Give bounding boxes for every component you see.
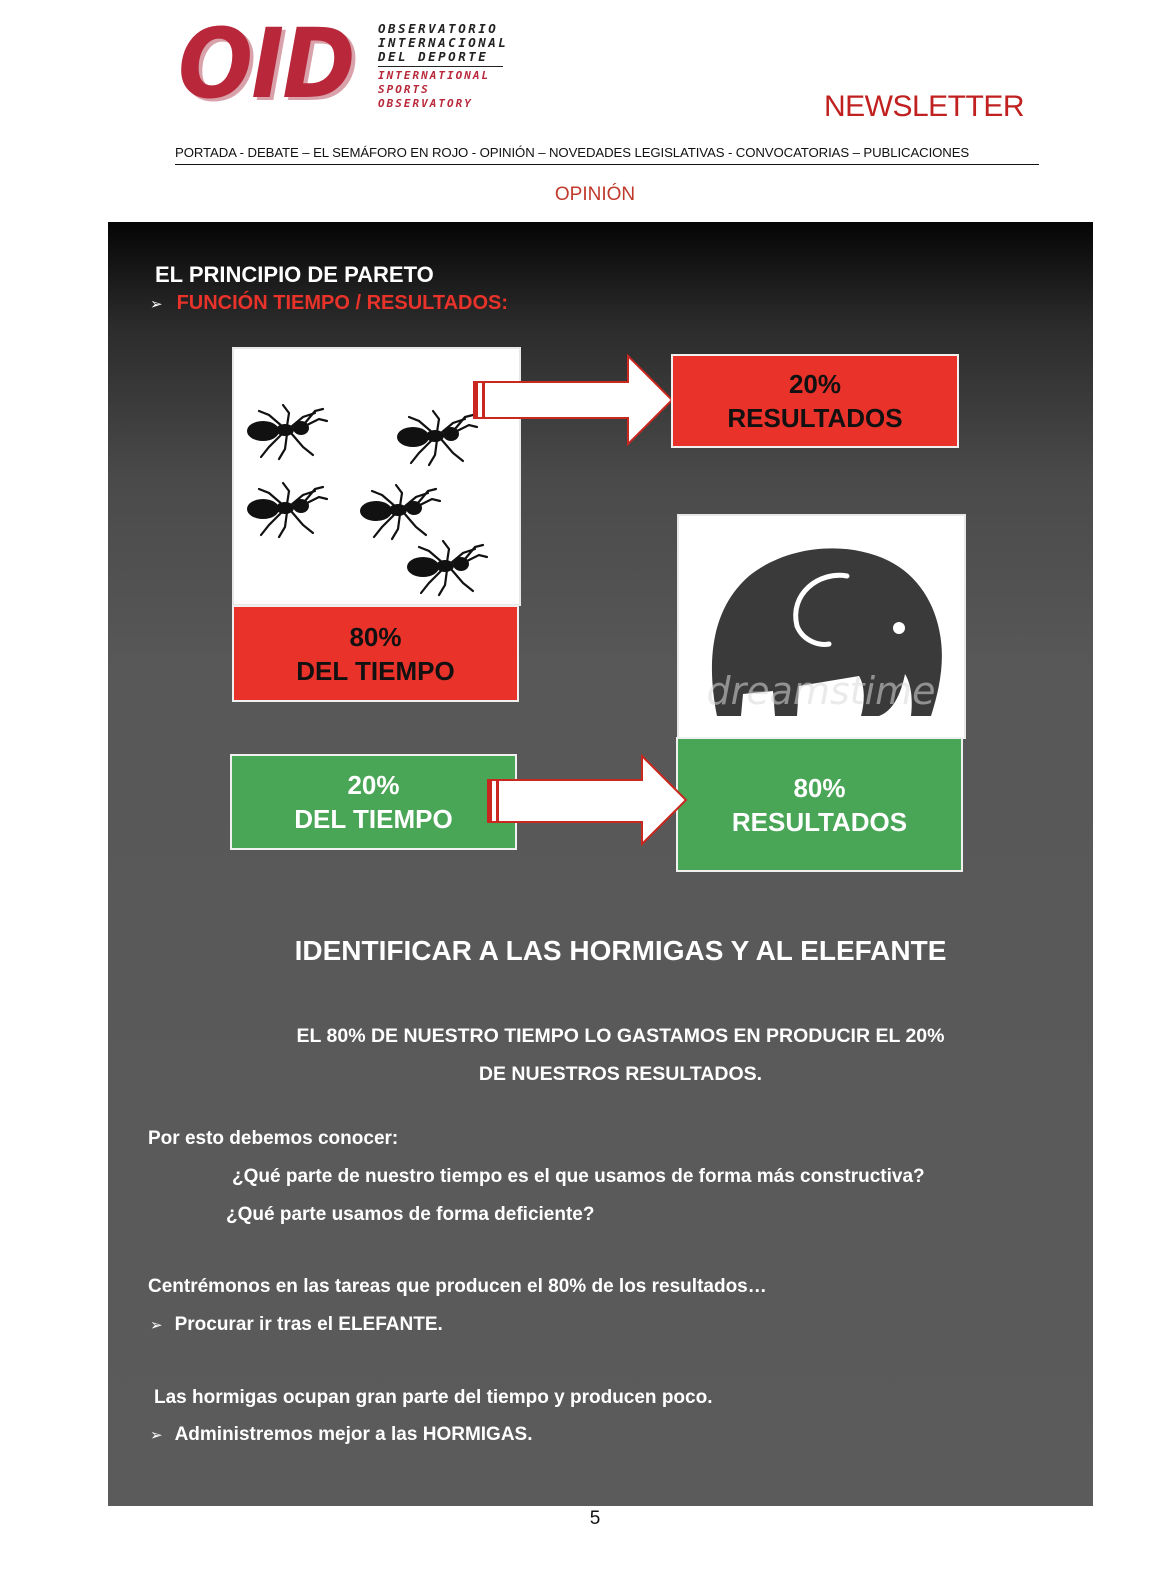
pareto-statement bbox=[108, 1017, 1093, 1093]
logo-divider bbox=[378, 66, 503, 67]
ants-bullet-text: Administremos mejor a las HORMIGAS. bbox=[174, 1424, 533, 1445]
slide-heading: IDENTIFICAR A LAS HORMIGAS Y AL ELEFANTE bbox=[294, 935, 947, 966]
ants-result-box bbox=[671, 354, 959, 448]
question-1: ¿Qué parte de nuestro tiempo es el que usamos de forma más constructiva? bbox=[232, 1166, 925, 1187]
elephant-time-pct: 20% bbox=[347, 770, 400, 800]
focus-text: Centrémonos en las tareas que producen el 80% de los resultados… bbox=[148, 1276, 767, 1297]
elephant-result-box bbox=[676, 737, 963, 872]
arrow-right-icon bbox=[468, 352, 678, 448]
ants-time-label: DEL TIEMPO bbox=[296, 655, 455, 686]
ants-result-pct: 20% bbox=[788, 369, 842, 399]
elephant-result-label: RESULTADOS bbox=[731, 806, 908, 837]
logo-line-en-1: INTERNATIONAL bbox=[378, 69, 491, 82]
elephant-card bbox=[677, 514, 966, 739]
ant-icon bbox=[360, 485, 440, 539]
newsletter-title: NEWSLETTER bbox=[823, 90, 1024, 123]
pareto-slide bbox=[108, 222, 1093, 1506]
question-2: ¿Qué parte usamos de forma deficiente? bbox=[226, 1204, 595, 1225]
ants-note: Las hormigas ocupan gran parte del tiempo y producen poco. bbox=[154, 1387, 713, 1408]
bullet-arrow-icon: ➢ bbox=[150, 1427, 163, 1444]
logo-text bbox=[378, 22, 518, 111]
focus-bullet-text: Procurar ir tras el ELEFANTE. bbox=[174, 1314, 443, 1335]
slide-subtitle-text: FUNCIÓN TIEMPO / RESULTADOS: bbox=[176, 292, 509, 314]
logo-mark: OID bbox=[178, 8, 354, 120]
elephant-icon bbox=[679, 516, 964, 739]
section-nav[interactable]: PORTADA - DEBATE – EL SEMÁFORO EN ROJO - OPINIÓN – NOVEDADES LEGISLATIVAS - CONVOCATORIAS – PUBLICACIONES bbox=[175, 145, 1039, 165]
ants-time-pct: 80% bbox=[349, 621, 402, 652]
section-label: OPINIÓN bbox=[554, 184, 636, 205]
elephant-time-label: DEL TIEMPO bbox=[294, 804, 453, 834]
logo-line-3: DEL DEPORTE bbox=[378, 49, 489, 64]
ant-icon bbox=[247, 405, 327, 459]
watermark-text: dreamstime bbox=[706, 669, 936, 713]
arrow-right-icon bbox=[482, 752, 692, 848]
logo-line-1: OBSERVATORIO bbox=[378, 21, 499, 36]
logo-line-2: INTERNACIONAL bbox=[378, 35, 509, 50]
ants-time-box bbox=[232, 605, 519, 702]
ants-result-label: RESULTADOS bbox=[727, 403, 903, 433]
know-intro: Por esto debemos conocer: bbox=[148, 1128, 399, 1149]
page-number: 5 bbox=[589, 1508, 601, 1529]
logo-line-en-2: SPORTS OBSERVATORY bbox=[378, 83, 473, 110]
bullet-arrow-icon: ➢ bbox=[150, 1317, 163, 1334]
ant-icon bbox=[247, 483, 327, 537]
ant-icon bbox=[397, 411, 477, 465]
bullet-arrow-icon: ➢ bbox=[150, 296, 163, 313]
statement-line-1: EL 80% DE NUESTRO TIEMPO LO GASTAMOS EN PRODUCIR EL 20% bbox=[296, 1025, 945, 1047]
elephant-result-pct: 80% bbox=[793, 772, 846, 803]
ant-icon bbox=[407, 541, 487, 595]
elephant-time-box bbox=[230, 754, 517, 850]
slide-subtitle bbox=[150, 292, 508, 315]
statement-line-2: DE NUESTROS RESULTADOS. bbox=[478, 1063, 763, 1085]
focus-bullet bbox=[150, 1314, 443, 1336]
oid-logo bbox=[178, 8, 518, 120]
ants-bullet bbox=[150, 1424, 533, 1446]
slide-title: EL PRINCIPIO DE PARETO bbox=[155, 262, 434, 287]
